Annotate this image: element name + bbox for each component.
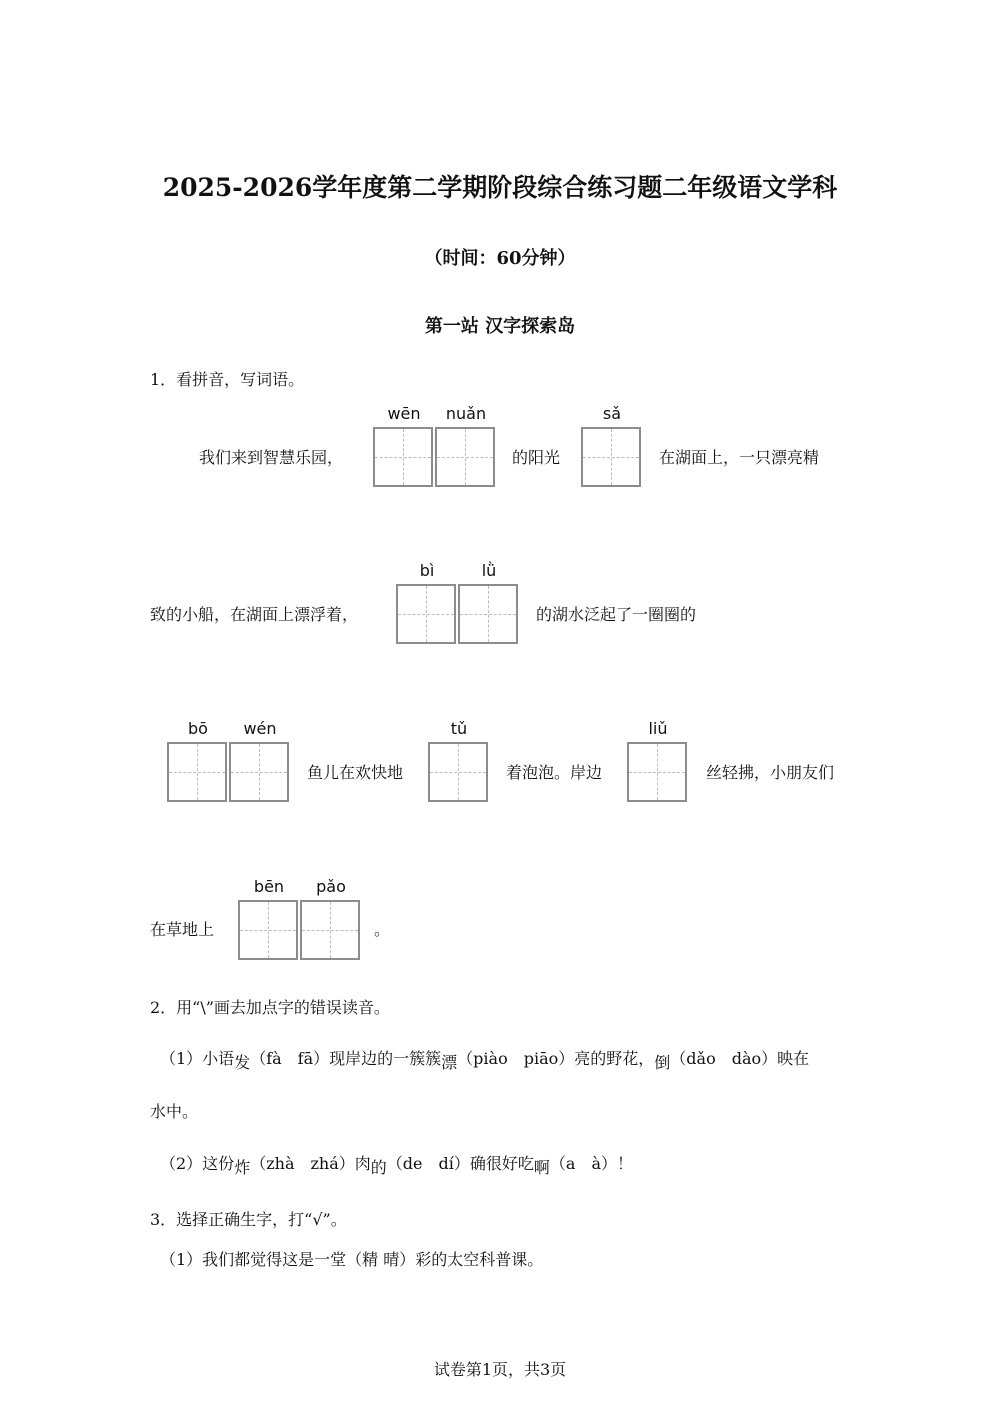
- pinyin: liǔ: [648, 719, 668, 738]
- question-3-item-1[interactable]: （1）我们都觉得这是一堂（精 晴）彩的太空科普课。: [160, 1250, 544, 1269]
- text: ！: [617, 1154, 634, 1173]
- sentence-text: 在湖面上，一只漂亮精: [659, 448, 820, 467]
- pinyin: tǔ: [450, 719, 468, 738]
- dotted-char: 的: [370, 1158, 387, 1177]
- dotted-char: 漂: [441, 1053, 458, 1072]
- dotted-char: 啊: [533, 1158, 550, 1177]
- question-2-item-1-cont: 水中。: [150, 1102, 199, 1121]
- text: 亮的野花，: [574, 1049, 655, 1068]
- question-3-label: 3．选择正确生字，打“√”。: [150, 1210, 347, 1229]
- dotted-char: 发: [234, 1053, 251, 1072]
- answer-box[interactable]: [435, 427, 495, 487]
- exam-time: （时间：60分钟）: [424, 248, 576, 269]
- answer-box[interactable]: [300, 900, 360, 960]
- answer-box[interactable]: [373, 427, 433, 487]
- question-2-item-2: [160, 1151, 634, 1177]
- answer-box[interactable]: [627, 742, 687, 802]
- pinyin-options[interactable]: （de dí）: [386, 1154, 470, 1173]
- dotted-char: 倒: [654, 1053, 671, 1072]
- pinyin: bēn: [253, 877, 285, 896]
- question-1-label: 1．看拼音，写词语。: [150, 370, 305, 389]
- pinyin: lǜ: [481, 561, 497, 580]
- pinyin-options[interactable]: （zhà zhá）: [250, 1154, 355, 1173]
- pinyin: sǎ: [602, 404, 622, 423]
- text: （2）这份: [160, 1154, 235, 1173]
- pinyin: bō: [188, 719, 208, 738]
- sentence-text: 在草地上: [150, 920, 215, 939]
- pinyin-options[interactable]: （fà fā）: [250, 1049, 330, 1068]
- question-2-item-1: [160, 1046, 810, 1072]
- sentence-text: 。: [374, 920, 391, 939]
- pinyin: bì: [419, 561, 435, 580]
- sentence-text: 鱼儿在欢快地: [307, 763, 404, 782]
- sentence-text: 的湖水泛起了一圈圈的: [536, 605, 697, 624]
- pinyin: wēn: [387, 404, 421, 423]
- page-footer: 试卷第1页，共3页: [433, 1360, 567, 1379]
- answer-box[interactable]: [229, 742, 289, 802]
- answer-box[interactable]: [167, 742, 227, 802]
- answer-box[interactable]: [581, 427, 641, 487]
- sentence-text: 致的小船，在湖面上漂浮着，: [150, 605, 359, 624]
- section-title: 第一站 汉字探索岛: [424, 316, 576, 337]
- pinyin-options[interactable]: （a à）: [549, 1154, 617, 1173]
- dotted-char: 炸: [234, 1158, 251, 1177]
- answer-box[interactable]: [396, 584, 456, 644]
- answer-box[interactable]: [238, 900, 298, 960]
- text: 映在: [777, 1049, 810, 1068]
- exam-title: 2025-2026学年度第二学期阶段综合练习题二年级语文学科: [162, 173, 838, 202]
- sentence-text: 的阳光: [512, 448, 561, 467]
- answer-box[interactable]: [458, 584, 518, 644]
- answer-box[interactable]: [428, 742, 488, 802]
- pinyin-options[interactable]: （dǎo dào）: [670, 1049, 778, 1068]
- pinyin: wén: [243, 719, 277, 738]
- question-2-label: 2．用“\”画去加点字的错误读音。: [150, 998, 390, 1017]
- text: 肉: [354, 1154, 371, 1173]
- sentence-text: 着泡泡。岸边: [506, 763, 603, 782]
- text: 现岸边的一簇簇: [329, 1049, 442, 1068]
- pinyin-options[interactable]: （piào piāo）: [457, 1049, 575, 1068]
- pinyin: pǎo: [316, 877, 346, 896]
- text: （1）小语: [160, 1049, 235, 1068]
- pinyin: nuǎn: [445, 404, 487, 423]
- sentence-text: 丝轻拂，小朋友们: [706, 763, 835, 782]
- text: 确很好吃: [469, 1154, 534, 1173]
- sentence-text: 我们来到智慧乐园，: [199, 448, 344, 467]
